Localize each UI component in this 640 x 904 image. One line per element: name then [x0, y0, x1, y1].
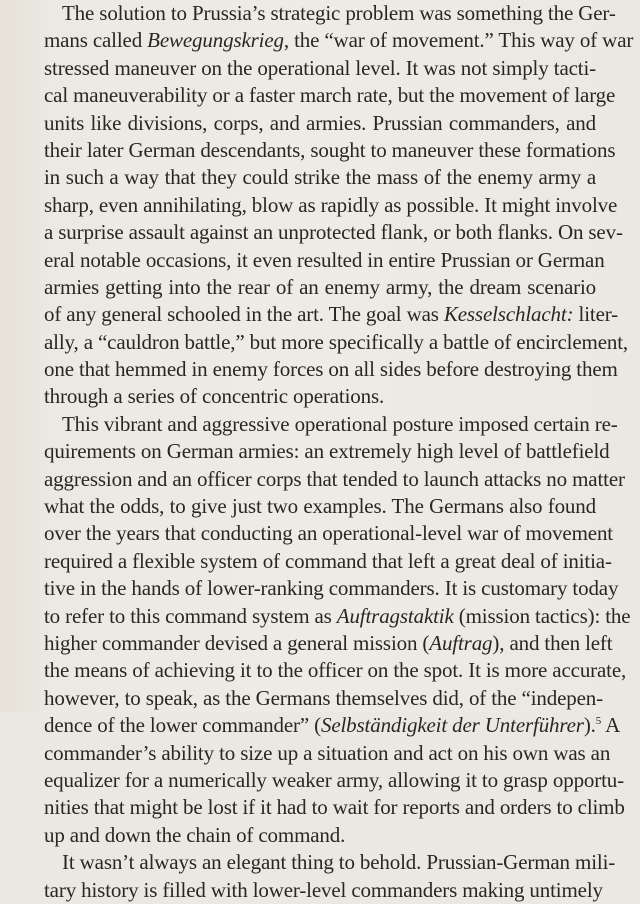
- paragraph: [44, 411, 631, 849]
- text-line: however, to speak, as the Germans themselves did, of the “indepen-: [44, 685, 603, 710]
- italic-term: Auftrag: [429, 630, 493, 655]
- text-line: one that hemmed in enemy forces on all sides before destroying them: [44, 357, 618, 382]
- text-line: nities that might be lost if it had to wait for reports and orders to climb: [44, 795, 625, 820]
- text-line: cal maneuverability or a faster march rate, but the movement of large: [44, 83, 616, 108]
- italic-term: Selbständigkeit der Unterführer: [320, 713, 584, 738]
- text-line: commander’s ability to size up a situation and act on his own was an: [44, 740, 611, 765]
- text-line: aggression and an officer corps that tended to launch attacks no matter: [44, 466, 625, 491]
- text-line: through a series of concentric operations.: [44, 384, 385, 409]
- paragraph: [44, 0, 634, 411]
- text-line: tive in the hands of lower-ranking commanders. It is customary today: [44, 576, 619, 601]
- text-line: the means of achieving it to the officer on the spot. It is more accurate,: [44, 658, 627, 683]
- italic-term: Kesselschlacht:: [443, 302, 574, 327]
- text-line: to refer to this command system as Auftragstaktik (mission tactics): the: [44, 603, 631, 628]
- text-line: of any general schooled in the art. The goal was Kesselschlacht: liter-: [44, 302, 619, 327]
- text-line: This vibrant and aggressive operational posture imposed certain re-: [62, 411, 618, 436]
- text-line: what the odds, to give just two examples. The Germans also found: [44, 494, 596, 519]
- text-line: tary history is filled with lower-level commanders making untimely: [44, 877, 603, 902]
- text-line: units like divisions, corps, and armies. Prussian commanders, and: [44, 110, 596, 135]
- footnote-reference[interactable]: 5: [595, 715, 602, 728]
- text-line: up and down the chain of command.: [44, 822, 346, 847]
- text-line: higher commander devised a general mission (Auftrag), and then left: [44, 630, 613, 655]
- text-line: over the years that conducting an operational-level war of movement: [44, 521, 613, 546]
- text-line: their later German descendants, sought to maneuver these formations: [44, 137, 616, 162]
- text-line: stressed maneuver on the operational level. It was not simply tacti-: [44, 55, 596, 80]
- text-line: a surprise assault against an unprotected flank, or both flanks. On sev-: [44, 220, 623, 245]
- body-text: [44, 0, 634, 904]
- text-line: sharp, even annihilating, blow as rapidly as possible. It might involve: [44, 192, 618, 217]
- text-line: ally, a “cauldron battle,” but more specifically a battle of encirclement,: [44, 329, 629, 354]
- text-line: in such a way that they could strike the mass of the enemy army a: [44, 165, 596, 190]
- paragraph: [44, 849, 616, 904]
- text-line: required a flexible system of command that left a great deal of initia-: [44, 548, 612, 573]
- text-line: The solution to Prussia’s strategic problem was something the Ger-: [62, 1, 616, 25]
- text-line: equalizer for a numerically weaker army, allowing it to grasp opportu-: [44, 767, 625, 792]
- italic-term: Auftragstaktik: [336, 603, 454, 628]
- text-line: quirements on German armies: an extremely high level of battlefield: [44, 439, 610, 464]
- italic-term: Bewegungskrieg: [147, 28, 284, 53]
- text-line: dence of the lower commander” (Selbständigkeit der Unterführer).$^5$ A: [44, 713, 621, 738]
- text-line: eral notable occasions, it even resulted in entire Prussian or German: [44, 247, 605, 272]
- text-line: It wasn’t always an elegant thing to behold. Prussian-German mili-: [62, 850, 616, 875]
- text-line: mans called Bewegungskrieg, the “war of movement.” This way of war: [44, 28, 634, 53]
- text-line: armies getting into the rear of an enemy army, the dream scenario: [44, 274, 596, 299]
